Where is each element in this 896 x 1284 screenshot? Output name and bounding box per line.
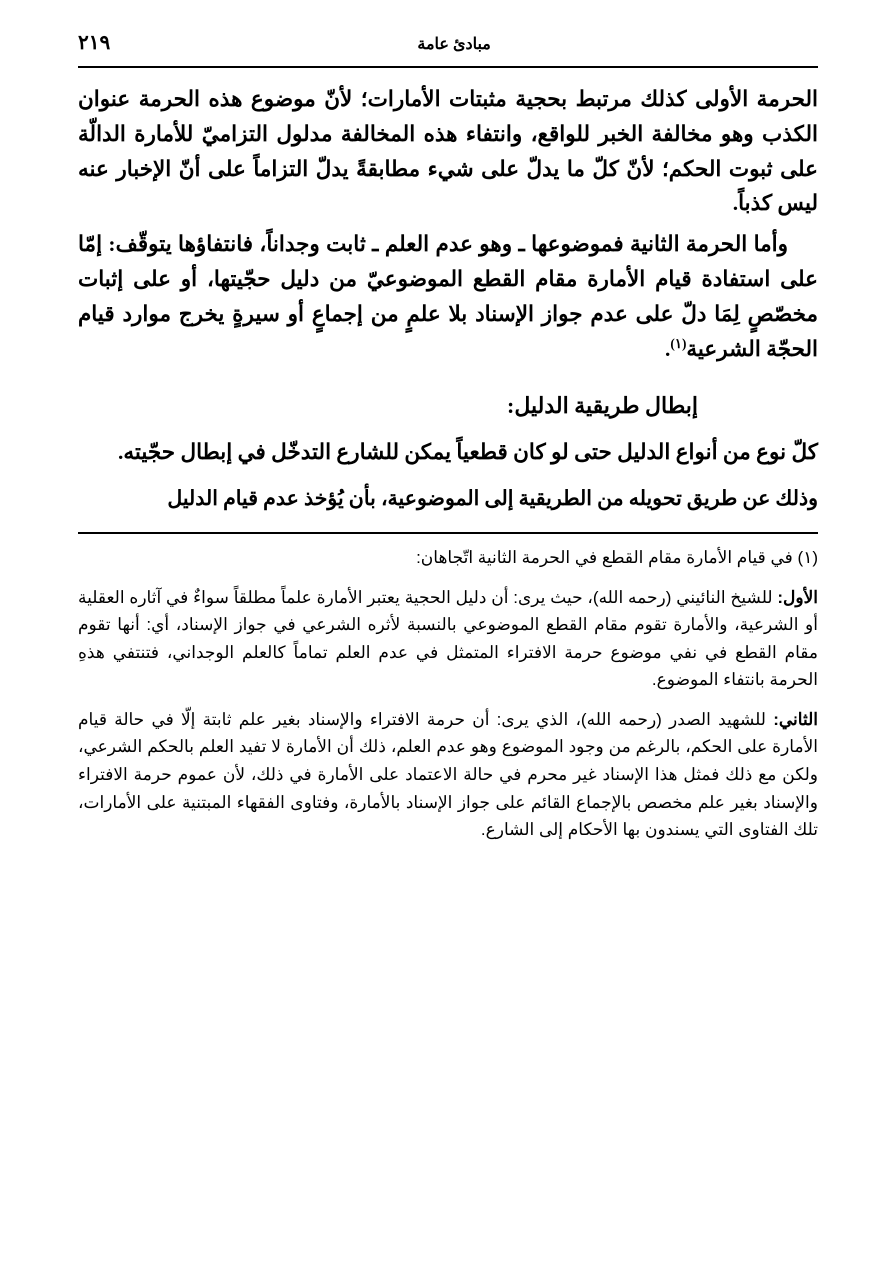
footnote-separator-rule — [78, 532, 818, 534]
footnote-item-first-text: للشيخ النائيني (رحمه الله)، حيث يرى: أن دليل الحجية يعتبر الأمارة علماً مطلقاً سواءٌ في آثاره العقلية أو الشرعية، والأمارة تقوم مقام القطع الموضوعي بالنسبة لأثره الشرعي في جواز الإسناد، أي: أنها تقوم مقام القطع في نفي موضوع حرمة الافتراء المتمثل في عدم العلم تماماً كالعلم الوجداني، فتنتفي هذهِ الحرمة بانتفاء الموضوع. — [78, 587, 818, 690]
section-heading: إبطال طريقية الدليل: — [507, 392, 698, 418]
paragraph-2-text: وأما الحرمة الثانية فموضوعها ـ وهو عدم العلم ـ ثابت وجداناً، فانتفاؤها يتوقّف: إمّا على استفادة قيام الأمارة مقام القطع الموضوعيّ من دليل حجّيتها، أو على إثبات مخصّصٍ لِمَا دلّ على عدم جواز الإسناد بلا علمٍ من إجماعٍ أو سيرةٍ يخرج موارد قيام الحجّة الشرعية — [78, 232, 818, 361]
page-header — [78, 30, 818, 60]
footnote-item-second-text: للشهيد الصدر (رحمه الله)، الذي يرى: أن حرمة الافتراء والإسناد بغير علم ثابتة إلّا في حالة قيام الأمارة على الحكم، بالرغم من وجود الموضوع وهو عدم العلم، ذلك أن الأمارة لا تفيد العلم بالحكم الشرعي، ولكن مع ذلك فمثل هذا الإسناد غير محرم في حالة الاعتماد على الأمارة في ذلك، لأن عموم حرمة الافتراء والإسناد بغير علم مخصص بالإجماع القائم على جواز الإسناد بالأمارة، وفتاوى الفقهاء المبتنية على الأمارات، تلك الفتاوى التي يسندون بها الأحكام إلى الشارع. — [78, 709, 818, 840]
footnote-item-second-lead: الثاني: — [773, 709, 818, 729]
footnotes-section — [78, 544, 818, 843]
footnote-item-second — [78, 706, 818, 844]
paragraph-2 — [78, 227, 818, 366]
running-head-title: مبادئ عامة — [417, 36, 491, 53]
page-number: ٢١٩ — [78, 32, 111, 54]
body-text — [78, 82, 818, 516]
paragraph-4-lead: وذلك عن طريق تحويله من الطريقية إلى الموضوعية، بأن يُؤخذ عدم قيام الدليل — [167, 488, 818, 511]
footnote-item-first-lead: الأول: — [777, 587, 818, 607]
paragraph-2-tail: . — [664, 336, 671, 361]
paragraph-3: كلّ نوع من أنواع الدليل حتى لو كان قطعياً يمكن للشارع التدخّل في إبطال حجّيته. — [118, 439, 818, 464]
footnote-reference-1: (١) — [670, 335, 687, 351]
footnote-1-text: في قيام الأمارة مقام القطع في الحرمة الثانية اتّجاهان: — [416, 548, 793, 568]
header-rule — [78, 66, 818, 68]
footnote-1 — [78, 544, 818, 572]
footnote-1-marker: (١) — [797, 548, 818, 568]
paragraph-1: الحرمة الأولى كذلك مرتبط بحجية مثبتات الأمارات؛ لأنّ موضوع هذه الحرمة عنوان الكذب وهو مخالفة الخبر للواقع، وانتفاء هذه المخالفة مدلول التزاميّ للأمارة الدالّة على ثبوت الحكم؛ لأنّ كلّ ما يدلّ على شيء مطابقةً يدلّ التزاماً على أنّ الإخبار عنه ليس كذباً. — [78, 87, 818, 216]
footnote-item-first — [78, 584, 818, 694]
